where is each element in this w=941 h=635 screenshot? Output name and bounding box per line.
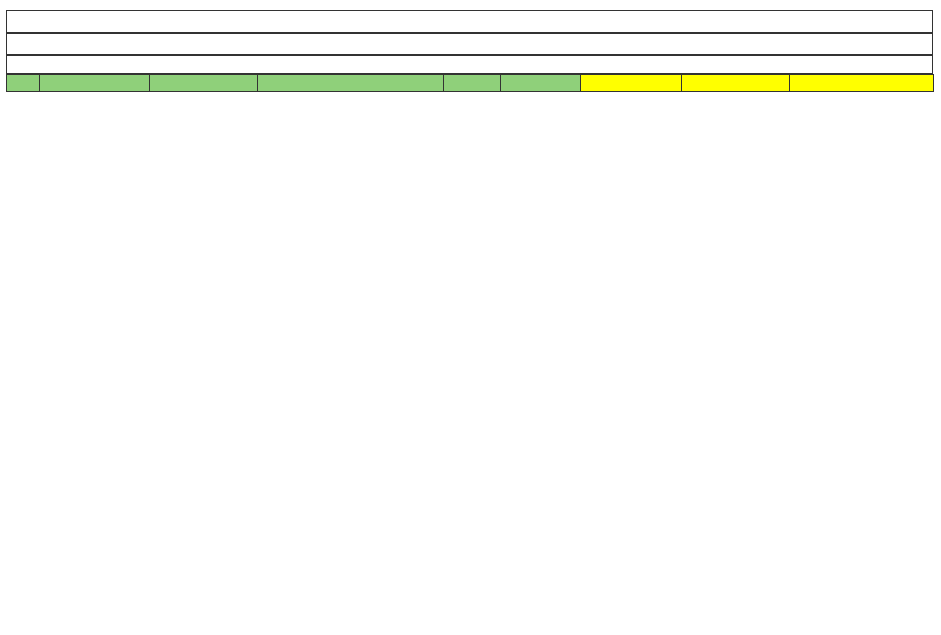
- column-header-row: [7, 75, 934, 92]
- contact-notice: [7, 56, 933, 74]
- col-header-package: [444, 75, 501, 92]
- col-header-compatible: [581, 75, 682, 92]
- col-header-item: [7, 75, 40, 92]
- col-header-description: [258, 75, 444, 92]
- sheet-title: [7, 11, 933, 33]
- col-header-photo: [150, 75, 258, 92]
- spreadsheet: [6, 10, 933, 92]
- parts-table: [6, 74, 934, 92]
- col-header-pcs-reel: [501, 75, 581, 92]
- col-header-a-photo: [682, 75, 790, 92]
- col-header-part-number: [40, 75, 150, 92]
- company-name: [7, 34, 933, 55]
- col-header-a-part: [790, 75, 934, 92]
